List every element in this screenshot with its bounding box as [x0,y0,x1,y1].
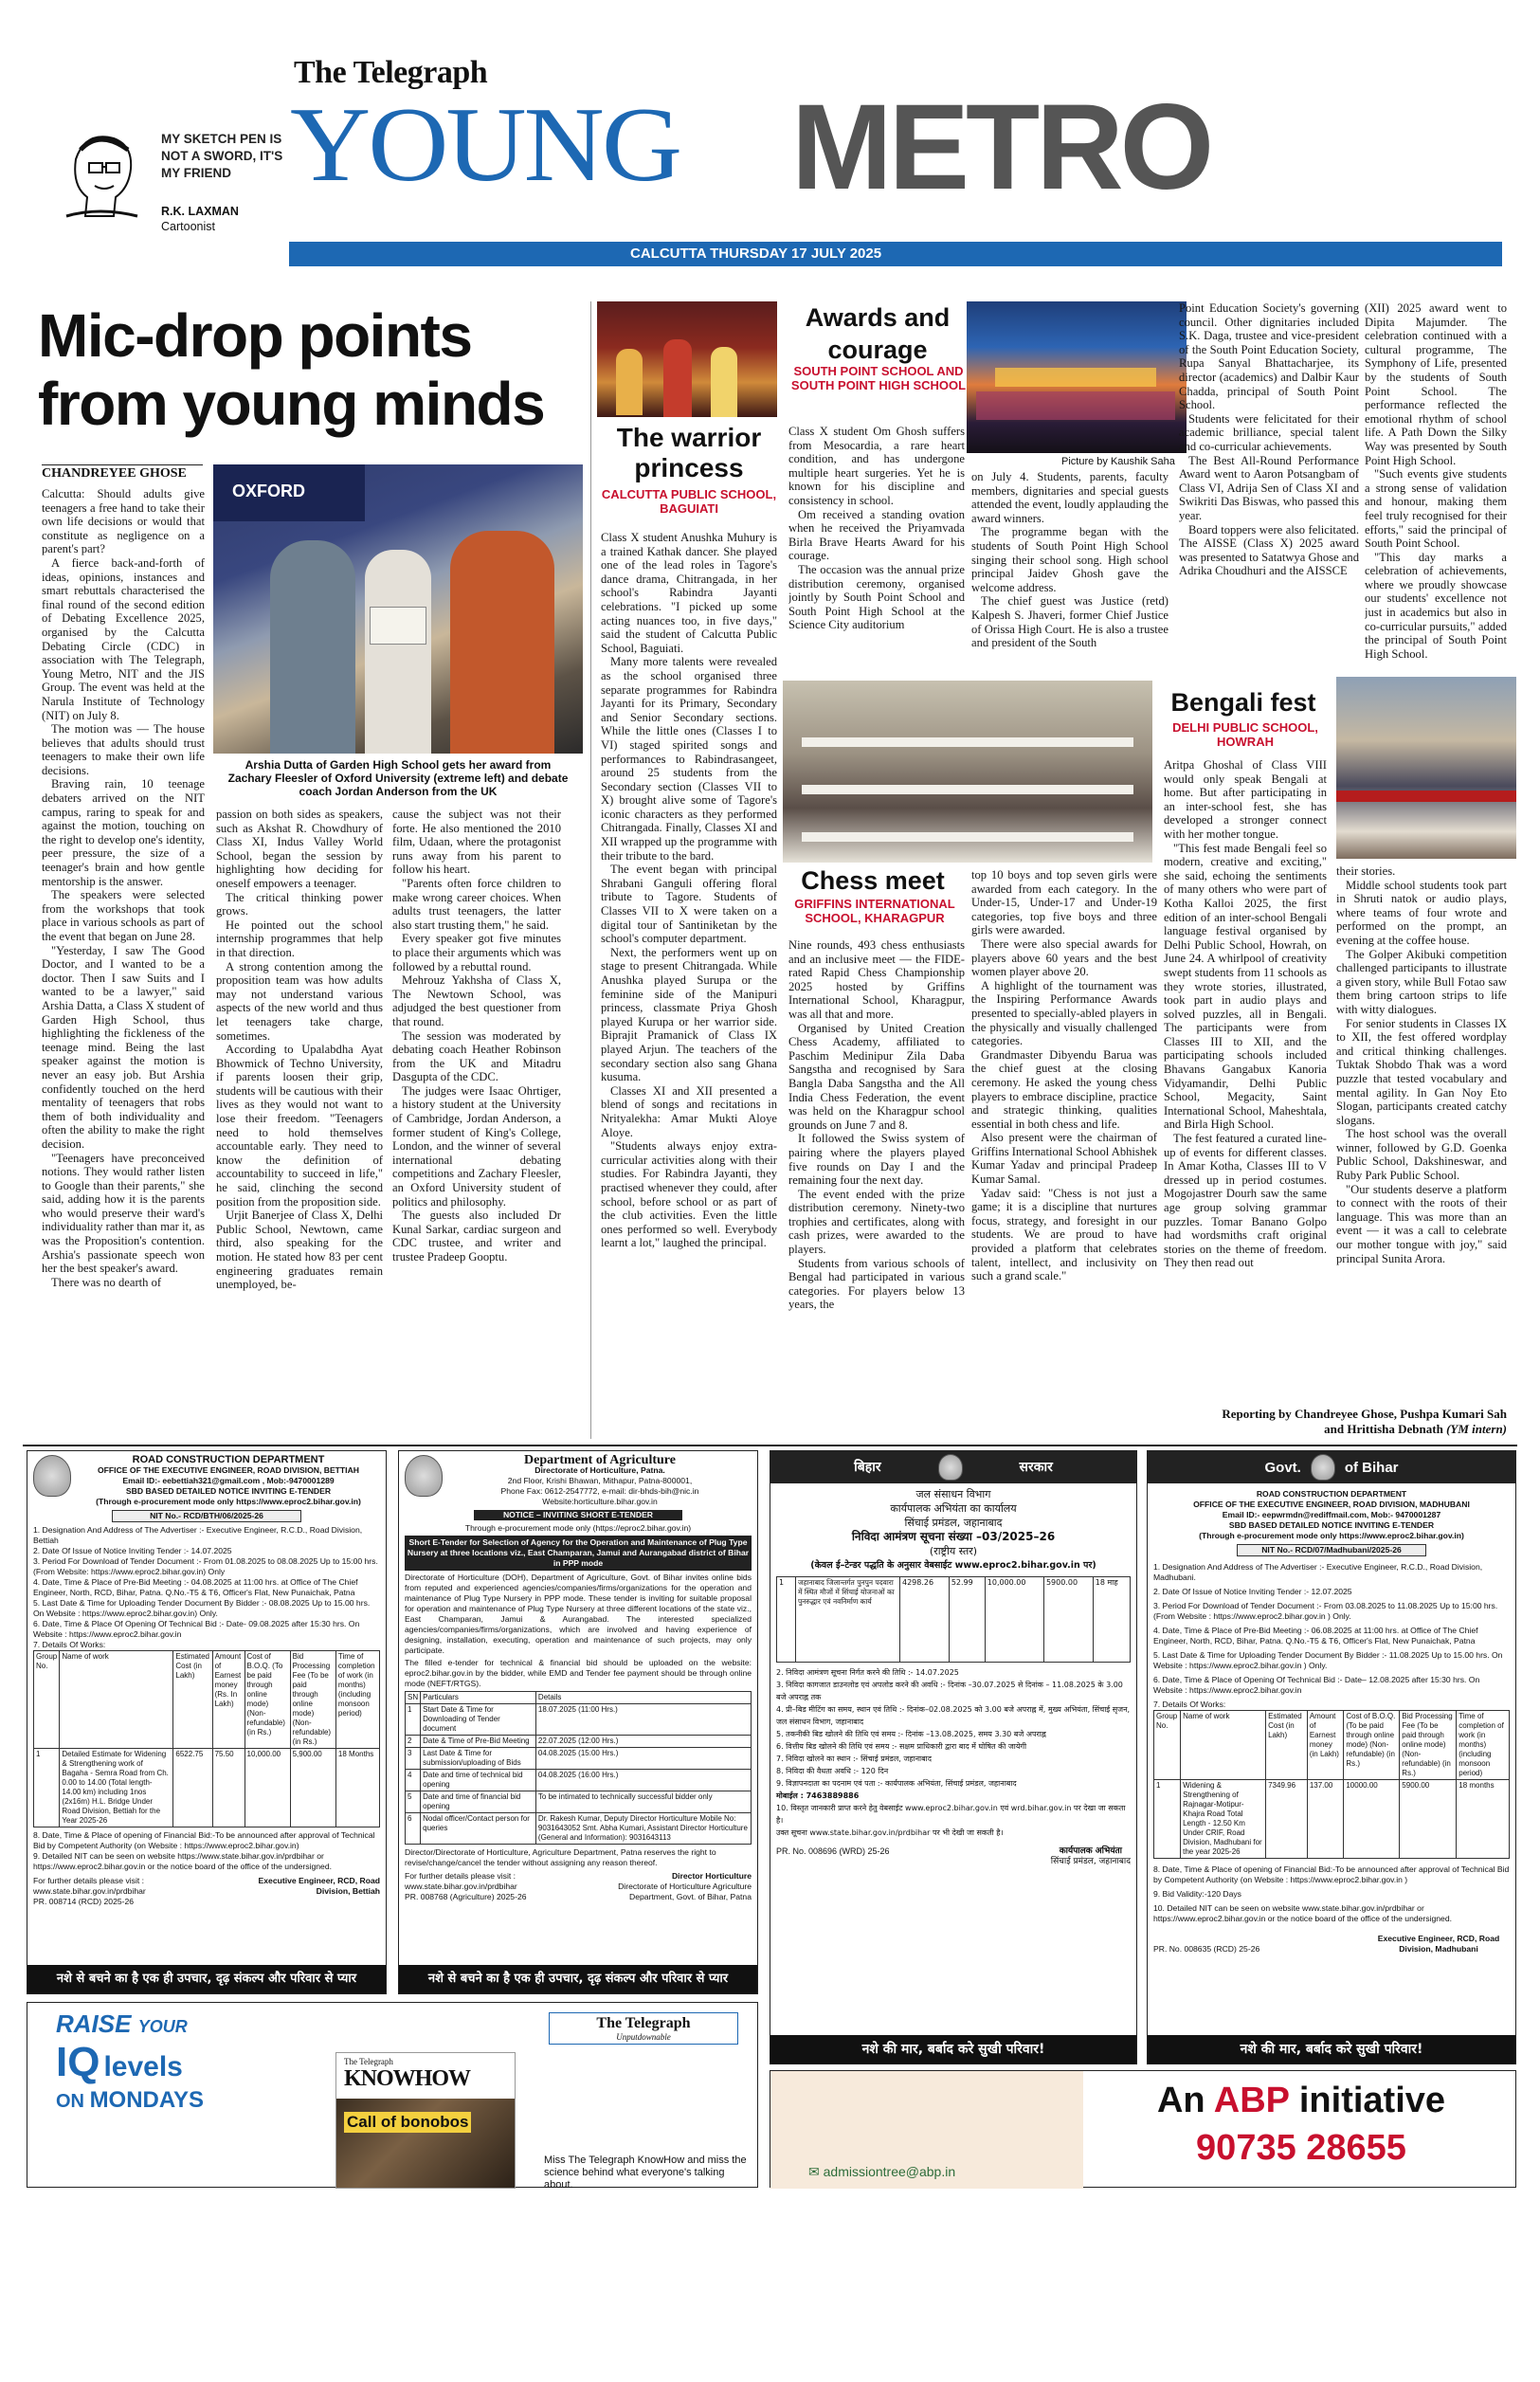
ad3-state: बिहार [854,1459,881,1475]
ad4-slogan: नशे की मार, बर्बाद करे सुखी परिवार! [1148,2035,1515,2064]
column-divider-1 [590,301,591,1439]
promo-miss-text: Miss The Telegraph KnowHow and miss the science behind what everyone's talking about. [544,2155,747,2191]
awards-col-1: Class X student Om Ghosh suffers from Mesocardia, a rare heart condition, and has undergone multiple heart surgeries. Yet he is known for his discipline and consistency in school. Om received a standing ovation when he received the Priyamvada Birla Brave Hearts Award for his courage. The occasion was the annual prize distribution ceremony, organised jointly by South Point School and South Point High School at the Science City auditorium [788,425,965,632]
awards-headline: Awards and courage [805,303,951,364]
abp-initiative-text: An ABP initiative [1156,2081,1446,2120]
cartoonist-portrait-icon [47,121,152,226]
ad2-slogan: नशे से बचने का है एक ही उपचार, दृढ़ संकल्प और परिवार से प्यार [399,1965,757,1993]
chess-headline: Chess meet [801,866,945,895]
promo-raise: RAISE YOUR [56,2009,188,2038]
masthead-author: R.K. LAXMAN [161,205,239,218]
dateline: CALCUTTA THURSDAY 17 JULY 2025 [630,245,882,262]
young-wordmark: YOUNG [290,85,680,204]
bengali-fest-group-photo [1336,677,1516,859]
promo-iq-mondays [27,2002,758,2191]
promo-iq-levels: IQ levels [56,2039,183,2085]
abp-email[interactable]: ✉ admissiontree@abp.in [808,2164,956,2179]
masthead-quote: MY SKETCH PEN IS NOT A SWORD, IT'S MY FRIEND [161,132,283,180]
awards-col-3: Point Education Society's governing council. Other dignitaries included S.K. Daga, trustee and vice-president of the South Point Education Society, Rupa Sanyal Bhattacharjee, its director (academics) and Dalbir Kaur Chadda, principal of South Point School. Students were felicitated for their academic brilliance, special talent and co-curricular achievements. The Best All-Round Performance Award went to Aaron Potsangbam of Class VI, Adrija Sen of Class XI and Swikriti Das Biswas, who passed this year. Board toppers were also felicitated. The AISSE (Class X) 2025 award was presented to Satatwya Ghose and Adrika Choudhuri and the AISSCE [1179,301,1359,578]
ad2-schedule-table: SN Particulars Details 1 Start Date & Time for Downloading of Tender document 18.07.2025 (11:00 Hrs.) 2 Date & Time of Pre-Bid Meeting 22.07.2025 (12:00 Hrs.) 3 Last Date & Time for submission/uploading of Bids 04.08.2025 (15:00 Hrs.) 4 Date and time of technical bid opening 04.08.2025 (16:00 Hrs.) 5 Date and time of financial bid opening To be intimated to technically successful bidder only 6 Nodal officer/Contact person for queries Dr. Rakesh Kumar, Deputy Director Horticulture Mobile No: 9031643052 Smt. Abha Kumari, Assistant Director Horticulture (General and Information): 9031643113 [405,1691,752,1845]
main-col-1: Calcutta: Should adults give teenagers a free hand to take their own life decisions or would that constitute as negligence on a parent's part? A fierce back-and-forth of ideas, opinions, instances and smart rebuttals characterised the final round of the second edition of Debating Excellence 2025, organised by the Calcutta Debating Circle (CDC) in association with The Telegraph, Young Metro, NIT and the JIS Group. The event was held at the Narula Institute of Technology (NIT) on July 8. The motion was — The house believes that adults should trust teenagers to make their own life decisions. Braving rain, 10 teenage debaters arrived on the NIT campus, raring to speak for and against the motion, touching on the right to develop one's identity, peer pressure, the size of a teenager's brain and how gentle mentorship is the answer. The speakers were selected from the workshops that took place in various schools as part of the event that began on June 28. "Yesterday, I saw The Good Doctor, and I wanted to be a doctor. Then I saw Suits and I wanted to be a lawyer," said Arshia Datta, a Class X student of Garden High School, thus highlighting the fickleness of the teenage mind. Being the last speaker against the motion is never an easy job. But Arshia confidently touched on the herd mentality of teenagers that robs them of both individuality and often the ability to make the right decision. "Teenagers have preconceived notions. They would rather listen to Google than their parents," she said, adding how it is the parents who would preserve their ward's individuality rather than mar it, as was the Proposition's contention. Arshia's passionate speech won her the best speaker's award. There was no dearth of [42,487,205,1289]
bengali-subhead: DELHI PUBLIC SCHOOL, HOWRAH [1172,720,1318,749]
ad4-works-table: Group No. Name of work Estimated Cost (in Lakh) Amount of Earnest money (in Lakh) Cost of B.O.Q. (To be paid through online mode) (Non-refundable) (in Rs.) Bid Processing Fee (To be paid through online mode) (Non-refundable) (in Rs.) Time of completion of work (in months) (including monsoon period) 1 Widening & Strengthening of Rajnagar-Motipur-Khajra Road Total Length - 12.50 Km Under CRIF, Road Division, Madhubani for the year 2025-26 7349.96 137.00 10000.00 5900.00 18 months [1153,1710,1510,1859]
main-headline: Mic-drop points from young minds [38,301,545,438]
ad3-slogan: नशे की मार, बर्बाद करे सुखी परिवार! [770,2035,1136,2064]
main-col-2: passion on both sides as speakers, such as Akshat R. Chowdhury of Class XI, Indus Valley World School, began the session by highlighting how deciding for oneself empowers a teenager. The critical thinking power grows. He pointed out the school internship programmes that help in that direction. A strong contention among the proposition team was how adults may not understand various aspects of the new world and thus let teenagers take charge, sometimes. According to Upalabdha Ayat Bhowmick of Techno University, if parents loosen their grip, students will be cautious with their lives as they would not want to lose their freedom. "Teenagers need to hold themselves accountable early. They need to know the definition of accountability to succeed in life," he said, clinching the second position from the proposition side. Urjit Banerjee of Class X, Delhi Public School, Newtown, came third, also speaking for the motion. He stated how 83 per cent engineering graduates remain unemployed, be- [216,808,383,1292]
awards-stage-photo [967,301,1187,453]
ad3-sarkar: सरकार [1019,1459,1053,1475]
dateline-bar [289,242,1502,266]
ad4-govt: Govt. [1264,1459,1301,1476]
chess-col-1: Nine rounds, 493 chess enthusiasts and an inclusive meet — the FIDE-rated Rapid Chess Championship 2025 hosted by Griffins International School, Kharagpur, was all that and more. Organised by United Creation Chess Academy, affiliated to Paschim Medinipur Zila Daba Sangstha and recognised by Sara Bangla Daba Sangstha and the All India Chess Federation, the event was held on the Kharagpur school grounds on June 7 and 8. It followed the Swiss system of pairing where the players played five rounds on Day I and the remaining four the next day. The event ended with the prize distribution ceremony. Ninety-two trophies and certificates, along with cash prizes, were awarded to the players. Students from various schools of Bengal had participated in various categories. For players below 13 years, the [788,938,965,1312]
abp-initiative-banner [770,2070,1516,2188]
bihar-emblem-icon [33,1455,71,1497]
ad-wrd-jahanabad: बिहार सरकार जल संसाधन विभाग कार्यपालक अभियंता का कार्यालय सिंचाई प्रमंडल, जहानाबाद निविदा आमंत्रण सूचना संख्या –03/2025–26 (राष्ट्रीय स्तर) (केवल ई–टेन्डर पद्धति के अनुसार वेबसाईट www.eproc2.bihar.gov.in पर) 1 जहानाबाद जिलान्तर्गत पुनपुन पदवारा में स्थित मौजों में सिंचाई योजनाओं का पुनरुद्धार एवं नवनिर्माण कार्य 4298.26 52.99 10,000.00 5900.00 18 माह 2. निविदा आमंत्रण सूचना निर्गत करने की तिथि :- 14.07.2025 3. निविदा कागजात डाउनलोड एवं अपलोड करने की अवधि :- दिनांक –30.07.2025 से दिनांक – 11.08.2025 के 3.00 बजे अपराह्न तक 4. प्री–बिड मीटिंग का समय, स्थान एवं तिथि :- दिनांक–02.08.2025 को 3.00 बजे अपराह्न में, मुख्य अभियंता, सिंचाई सृजन, जल संसाधन विभाग, जहानाबाद 5. तकनीकी बिड खोलने की तिथि एवं समय :- दिनांक –13.08.2025, समय 3.30 बजे अपराह्न 6. वित्तीय बिड खोलने की तिथि एवं समय :- सक्षम प्राधिकारी द्वारा बाद में घोषित की जायेगी 7. निविदा खोलने का स्थान :- सिंचाई प्रमंडल, जहानाबाद 8. निविदा की वैधता अवधि :- 120 दिन 9. विज्ञापनदाता का पदनाम एवं पता :- कार्यपालक अभियंता, सिंचाई प्रमंडल, जहानाबाद मोबाईल : 7463889886 10. विस्तृत जानकारी प्राप्त करने हेतु वेबसाईट www.eproc2.bihar.gov.in एवं wrd.bihar.gov.in पर देखा जा सकता है। उक्त सूचना www.state.bihar.gov.in/prdbihar पर भी देखी जा सकती है। PR. No. 008696 (WRD) 25-26 कार्यपालक अभियंता सिंचाई प्रमंडल, जहानाबाद नशे की मार, बर्बाद करे सुखी परिवार! [770,1450,1137,2064]
bihar-emblem-icon [938,1454,963,1481]
chess-col-2: top 10 boys and top seven girls were awarded from each category. In the Under-15, Under-17 and Under-19 categories, top five boys and three girls were awarded. There were also special awards for players above 60 years and the best women player above 20. A highlight of the tournament was the Inspiring Performance Awards presented to specially-abled players in the physically and visually challenged categories. Grandmaster Dibyendu Barua was the chief guest at the closing ceremony. He asked the young chess players to embrace discipline, practice and strategic thinking, qualities essential in both chess and life. Also present were the chairman of Griffins International School Abhishek Kumar Yadav and principal Pradeep Kumar Samal. Yadav said: "Chess is not just a game; it is a discipline that nurtures focus, strategy, and foresight in our students. We are proud to have provided a platform that celebrates talent, intellect, and inclusivity on such a grand scale." [971,868,1157,1283]
bihar-emblem-icon [1311,1454,1335,1481]
masthead [0,0,1540,284]
metro-wordmark: METRO [791,80,1211,215]
dance-drama-photo [597,301,777,417]
ad-rcd-bettiah: ROAD CONSTRUCTION DEPARTMENT OFFICE OF THE EXECUTIVE ENGINEER, ROAD DIVISION, BETTIAH Email ID:- eebettiah321@gmail.com , Mob:-9470001289 SBD BASED DETAILED NOTICE INVITING E-TENDER (Through e-procurement mode only https://www.eproc2.bihar.gov.in) NIT No.- RCD/BTH/06/2025-26 1. Designation And Address of The Advertiser :- Executive Engineer, R.C.D., Road Division, Bettiah 2. Date Of Issue of Notice Inviting Tender :- 14.07.2025 3. Period For Download of Tender Document :- From 01.08.2025 to 08.08.2025 Up to 15:00 hrs. (From Website: https://www.eproc2.bihar.gov.in) Only 4. Date, Time & Place of Pre-Bid Meeting :- 04.08.2025 at 11:00 hrs. at Office of The Chief Engineer, North, RCD, Bihar, Patna. Q.No.-T5 & T6, Officer's Flat, New Punaichak, Patna 5. Last Date & Time for Uploading Tender Document By Bidder :- 08.08.2025 Up to 15.00 hrs. On Website : https://www.eproc2.bihar.gov.in) Only. 6. Date, Time & Place Of Opening Of Technical Bid :- Date- 09.08.2025 after 15:30 hrs. On Website : https://www.eproc2.bihar.gov.in 7. Details Of Works: Group No. Name of work Estimated Cost (in Lakh) Amount of Earnest money (Rs. In Lakh) Cost of B.O.Q. (To be paid through online mode) (Non-refundable) (in Rs.) Bid Processing Fee (To be paid through online mode) (Non-refundable) (in Rs.) Time of completion of work (in months) (including monsoon period) 1 Detailed Estimate for Widening & Strengthening work of Bagaha - Semra Road from Ch. 0.00 to 14.00 (Total length-14.00 km) including 1nos (2x16m) H.L. Bridge Under Road Division, Bettiah for the Year 2025-26 6522.75 75.50 10,000.00 5,900.00 18 Months 8. Date, Time & Place of opening of Financial Bid:-To be announced after approval of Technical Bid by Competent Authority (on Website : https://www.eproc2.bihar.gov.in) 9. Detailed NIT can be seen on website https://www.state.bihar.gov.in/prdbihar or https://www.eproc2.bihar.gov.in or the notice board of the office of the undersigned. For further details please visit : www.state.bihar.gov.in/prdbihar PR. 008714 (RCD) 2025-26 Executive Engineer, RCD, Road Division, Bettiah नशे से बचने का है एक ही उपचार, दृढ़ संकल्प और परिवार से प्यार [27,1450,387,1994]
bonobos-headline: Call of bonobos [344,2112,471,2133]
paper-name: The Telegraph [294,55,488,90]
chess-hall-photo [783,681,1152,863]
warrior-headline: The warrior princess [616,423,762,482]
ad-dept-agriculture: Department of Agriculture Directorate of Horticulture, Patna. 2nd Floor, Krishi Bhawan, Mithapur, Patna-800001, Phone Fax: 0612-2547772, e-mail: dir-bhds-bih@nic.in Website:horticulture.bihar.gov.in NOTICE – INVITING SHORT E-TENDER Through e-procurement mode only (https://eproc2.bihar.gov.in) Short E-Tender for Selection of Agency for the Operation and Maintenance of Plug Type Nursery at three locations viz., East Champaran, Jamui and Aurangabad district of Bihar in PPP mode Directorate of Horticulture (DOH), Department of Agriculture, Govt. of Bihar invites online bids from reputed and experienced agencies/companies/firms/organizations for the operation and maintenance of Plug Type Nursery in PPP mode. These tender is inviting for suitable proposal for operation and maintenance of Plug Type Nursery at three different locations of the state viz., East Champaran, Jamui & Aurangabad. The interested specialized agencies/companies/firms/organizations, which are involved and having experience of designing, installation, executing, operation and maintenance of such projects, may only participate. The filled e-tender for technical & financial bid should be uploaded on the website: eproc2.bihar.gov.in by the bidder, while EMD and Tender fee payment should be through online mode (NEFT/RTGS). SN Particulars Details 1 Start Date & Time for Downloading of Tender document 18.07.2025 (11:00 Hrs.) 2 Date & Time of Pre-Bid Meeting 22.07.2025 (12:00 Hrs.) 3 Last Date & Time for submission/uploading of Bids 04.08.2025 (15:00 Hrs.) 4 Date and time of technical bid opening 04.08.2025 (16:00 Hrs.) 5 Date and time of financial bid opening To be intimated to technically successful bidder only 6 Nodal officer/Contact person for queries Dr. Rakesh Kumar, Deputy Director Horticulture Mobile No: 9031643052 Smt. Abha Kumari, Assistant Director Horticulture (General and Information): 9031643113 Director/Directorate of Horticulture, Agriculture Department, Patna reserves the right to revise/change/cancel the tender without assigning any reason thereof. For further details please visit : www.state.bihar.gov.in/prdbihar PR. 008768 (Agriculture) 2025-26 Director Horticulture Directorate of Horticulture Agriculture Department, Govt. of Bihar, Patna नशे से बचने का है एक ही उपचार, दृढ़ संकल्प और परिवार से प्यार [398,1450,758,1994]
bengali-col-1: Aritpa Ghoshal of Class VIII would only speak Bengali at home. But after participating in an inter-school fest, she has developed a stronger connect with her mother tongue. "This fest made Bengali feel so modern, creative and exciting," she said, echoing the sentiments of many others who were part of Kotha Kalloi 2025, the first edition of an inter-school Bengali language festival organised by Delhi Public School, Howrah, on June 24. A whirlpool of creativity swept students from 11 schools as they wrote stories, illustrated, took part in audio plays and solved puzzles, all in Bengali. The participants were from Classes III to XII, and the participating schools included Bhavans Gangabux Kanoria Vidyamandir, Delhi Public School, Megacity, Saint International School, Maheshtala, and Birla High School. The fest featured a curated line-up of events for different classes. In Amar Kotha, Classes III to V dressed up in period costumes. Mogojastrer Dourh saw the same age group solving grammar puzzles. Tomar Banano Golpo had wordsmiths craft original stories on the theme of freedom. They then read out [1164,758,1327,1270]
awards-photo-credit: Picture by Kaushik Saha [1061,456,1175,467]
bihar-emblem-icon [405,1455,443,1497]
ad1-slogan: नशे से बचने का है एक ही उपचार, दृढ़ संकल्प और परिवार से प्यार [27,1965,386,1993]
abp-phone[interactable]: 90735 28655 [1196,2128,1406,2168]
debate-award-photo [213,464,583,754]
ad1-works-table: Group No. Name of work Estimated Cost (in Lakh) Amount of Earnest money (Rs. In Lakh) Cost of B.O.Q. (To be paid through online mode) (Non-refundable) (in Rs.) Bid Processing Fee (To be paid through online mode) (Non-refundable) (in Rs.) Time of completion of work (in months) (including monsoon period) 1 Detailed Estimate for Widening & Strengthening work of Bagaha - Semra Road from Ch. 0.00 to 14.00 (Total length-14.00 km) including 1nos (2x16m) H.L. Bridge Under Road Division, Bettiah for the Year 2025-26 6522.75 75.50 10,000.00 5,900.00 18 Months [33,1650,380,1827]
ad4-of-bihar: of Bihar [1344,1459,1399,1476]
bengali-col-2: their stories. Middle school students took part in Shruti natok or audio plays, where teams of four wrote and performed on the prompt, an evening at the coffee house. The Golper Akibuki competition challenged participants to illustrate a given story, while Bull Fotao saw them bring cartoon strips to life with witty dialogues. For senior students in Classes IX to XII, the fest offered wordplay and critical thinking challenges. Tuktak Shobdo Thak was a word puzzle that tested vocabulary and mental agility. In Gan Noy Eto Slogan, participants created catchy slogans. The host school was the overall winner, followed by G.D. Goenka Public School, Dakshineswar, and Ruby Park Public School. "Our students deserve a platform to connect with the roots of their language. This was more than an event — it was a call to celebrate our mother tongue with joy," said principal Sunita Arora. [1336,864,1507,1265]
masthead-author-role: Cartoonist [161,220,215,233]
ad3-works-table: 1 जहानाबाद जिलान्तर्गत पुनपुन पदवारा में स्थित मौजों में सिंचाई योजनाओं का पुनरुद्धार एवं नवनिर्माण कार्य 4298.26 52.99 10,000.00 5900.00 18 माह [776,1576,1131,1663]
promo-telegraph-logo: The Telegraph Unputdownable [549,2012,738,2045]
awards-subhead: SOUTH POINT SCHOOL AND SOUTH POINT HIGH SCHOOL [790,364,967,392]
main-photo-caption: Arshia Dutta of Garden High School gets her award from Zachary Fleesler of Oxford University (extreme left) and debate coach Jordan Anderson from the UK [227,758,569,798]
byline-rule [42,464,203,465]
ad-rcd-madhubani: Govt. of Bihar ROAD CONSTRUCTION DEPARTMENT OFFICE OF THE EXECUTIVE ENGINEER, ROAD DIVISION, MADHUBANI Email ID:- eepwrmdn@rediffmail.com, Mob:- 9470001287 SBD BASED DETAILED NOTICE INVITING E-TENDER (Through e-procurement mode only https://www.eproc2.bihar.gov.in) NIT No.- RCD/07/Madhubani/2025-26 1. Designation And Address of The Advertiser :- Executive Engineer, R.C.D., Road Division, Madhubani. 2. Date Of Issue of Notice Inviting Tender :- 12.07.2025 3. Period For Download of Tender Document :- From 03.08.2025 to 11.08.2025 Up to 15:00 hrs. (From Website : https://www.eproc2.bihar.gov.in ) Only. 4. Date, Time & Place of Pre-Bid Meeting :- 06.08.2025 at 11:00 hrs. at Office of The Chief Engineer, North, RCD, Bihar, Patna. Q.No.-T5 & T6, Officer's Flat, New Punaichak, Patna 5. Last Date & Time for Uploading Tender Document By Bidder :- 11.08.2025 Up to 15.00 hrs. On Website : https://www.eproc2.bihar.gov.in ) Only. 6. Date, Time & Place of Opening Of Technical Bid :- Date– 12.08.2025 after 15:30 hrs. On Website : https://www.eproc2.bihar.gov.in 7. Details Of Works: Group No. Name of work Estimated Cost (in Lakh) Amount of Earnest money (in Lakh) Cost of B.O.Q. (To be paid through online mode) (Non-refundable) (in Rs.) Bid Processing Fee (To be paid through online mode) (Non-refundable) (in Rs.) Time of completion of work (in months) (including monsoon period) 1 Widening & Strengthening of Rajnagar-Motipur-Khajra Road Total Length - 12.50 Km Under CRIF, Road Division, Madhubani for the year 2025-26 7349.96 137.00 10000.00 5900.00 18 months 8. Date, Time & Place of opening of Financial Bid:-To be announced after approval of Technical Bid by Competent Authority (on Website : https://www.eproc2.bihar.gov.in ) 9. Bid Validity:-120 Days 10. Detailed NIT can be seen on website www.state.bihar.gov.in/prdbihar or https://www.eproc2.bihar.gov.in or the notice board of the office of the undersigned. PR. No. 008635 (RCD) 25-26 Executive Engineer, RCD, Road Division, Madhubani नशे की मार, बर्बाद करे सुखी परिवार! [1147,1450,1516,2064]
main-byline: CHANDREYEE GHOSE [42,466,187,481]
knowhow-wordmark: KNOWHOW [344,2066,471,2091]
awards-col-4: (XII) 2025 award went to Dipita Majumder. The celebration continued with a cultural programme, The Symphony of Life, presented by the students of South Point School. The performance reflected the emotional rhythm of school life. A Path Down the Silky Way was presented by South Point High School. "Such events give students a strong sense of validation and honour, making them feel truly recognised for their efforts," said the principal of South Point School. "This day marks a celebration of achievements, where we proudly showcase our students' excellence not just in academics but also in co-curricular pursuits," added the principal of South Point High School. [1365,301,1507,661]
ads-top-rule [23,1445,1517,1446]
reporting-credit: Reporting by Chandreyee Ghose, Pushpa Kumari Sah and Hrittisha Debnath (YM intern) [1222,1407,1507,1436]
warrior-text: Class X student Anushka Muhury is a trained Kathak dancer. She played one of the lead roles in Tagore's dance drama, Chitrangada, in her school's Rabindra Jayanti celebrations. "I picked up some acting nuances too, in five days," said the student of Calcutta Public School, Baguiati. Many more talents were revealed as the school organised three separate programmes for Rabindra Jayanti for its Primary, Secondary and Senior Secondary sections. While the little ones (Classes I to VI) staged spirited songs and performances to Rabindrasangeet, around 25 students from the Secondary section (Classes VII to X) brought alive some of Tagore's iconic characters as they performed Chitrangada. Finally, Classes XI and XII wrapped up the programme with their tribute to the bard. The event began with principal Shrabani Ganguli offering floral tribute to Tagore. Students of Classes VII to X were taken on a digital tour of Santiniketan by the school's computer department. Next, the performers went up on stage to present Chitrangada. While Anushka played Surupa or the feminine side of the Manipuri princess, classmate Priya Ghosh played Kurupa or her warrior side. Biprajit Pramanick of Class IX played Arjun. The teachers of the secondary section also sang Ghana kusuma. Classes XI and XII presented a blend of songs and recitations in Nrityalekha: Amar Mukti Aloye Aloye. "Students always enjoy extra-curricular activities along with their studies. For Rabindra Jayanti, they practised whenever they could, after school, before school or as part of the club activities. Even the little ones performed so well. Everybody learnt a lot," laughed the principal. [601,531,777,1250]
bengali-headline: Bengali fest [1170,688,1316,717]
knowhow-cover: The Telegraph KNOWHOW Call of bonobos [335,2052,516,2189]
warrior-subhead: CALCUTTA PUBLIC SCHOOL, BAGUIATI [601,487,777,516]
main-col-3: cause the subject was not their forte. He also mentioned the 2010 film, Udaan, where the protagonist runs away from his parent to follow his heart. "Parents often force children to make wrong career choices. When adults trust teenagers, the latter also start trusting them," he said. Every speaker got five minutes to place their arguments which was followed by a rebuttal round. Mehrouz Yakhsha of Class X, The Newtown School, was adjudged the best questioner from that round. The session was moderated by debating coach Heather Robinson from the UK and Mitadru Dasgupta of the CDC. The judges were Isaac Ohrtiger, a history student at the University of Cambridge, Jordan Anderson, a former student of King's College, London, and the winner of several international debating competitions and Zachary Fleesler, an Oxford University student of politics and philosophy. The guests also included Dr Kunal Sarkar, cardiac surgeon and CDC trustee, and writer and trustee Pradeep Gooptu. [392,808,561,1264]
chess-subhead: GRIFFINS INTERNATIONAL SCHOOL, KHARAGPUR [794,897,955,925]
promo-on-mondays: ON MONDAYS [56,2087,205,2113]
awards-col-2: on July 4. Students, parents, faculty members, dignitaries and special guests attended the event, loudly applauding the award winners. The programme began with the students of South Point High School singing their school song. High school principal Jaidev Ghosh gave the welcome address. The chief guest was Justice (retd) Kalpesh S. Jhaveri, former Chief Justice of Orissa High Court. He is also a trustee and president of the South [971,470,1169,650]
oxford-banner-text: OXFORD [232,482,306,500]
